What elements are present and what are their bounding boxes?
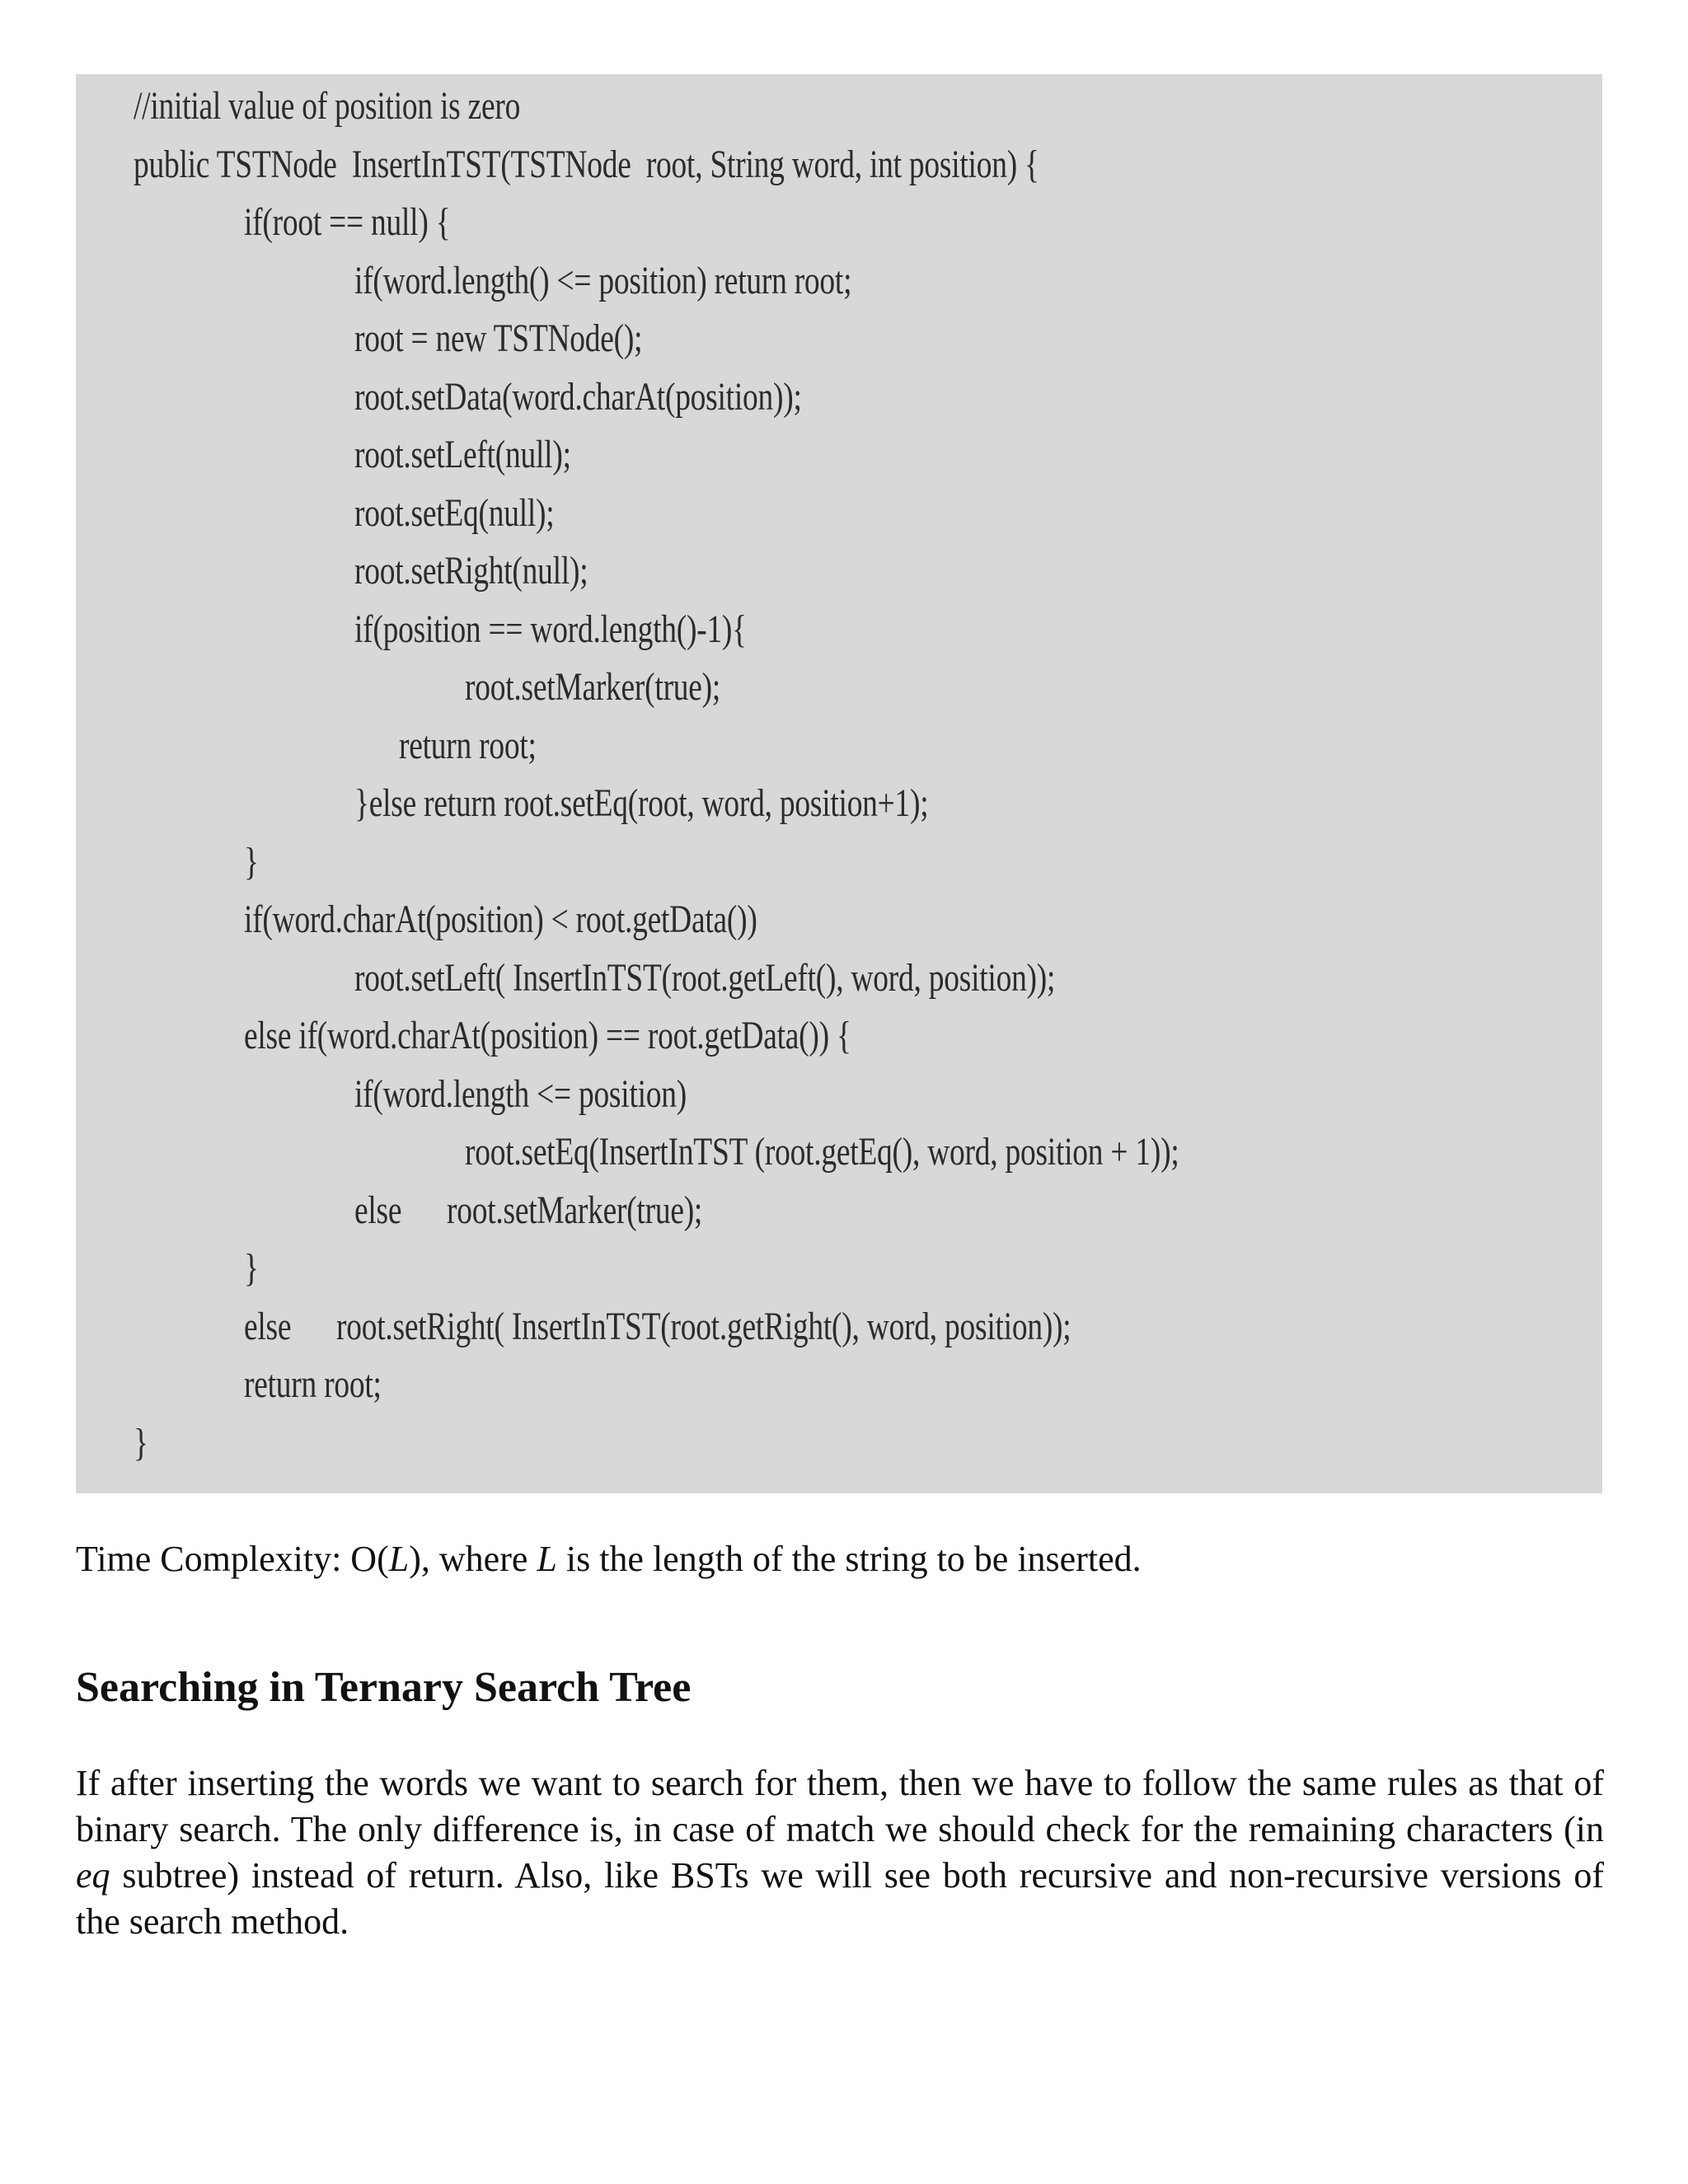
- code-line: else if(word.charAt(position) == root.getData()) {: [244, 1014, 851, 1057]
- code-line: if(word.length() <= position) return root;: [354, 258, 852, 302]
- code-line: if(word.charAt(position) < root.getData()): [244, 898, 757, 941]
- code-line: }: [244, 839, 259, 883]
- time-complexity-text: [76, 1536, 1604, 1582]
- code-line: if(root == null) {: [244, 200, 451, 244]
- complexity-variable: L: [537, 1539, 557, 1579]
- code-line: root.setLeft(null);: [354, 433, 571, 476]
- code-line: root.setData(word.charAt(position));: [354, 374, 802, 419]
- code-listing-figure: [76, 74, 1602, 1493]
- code-line: root.setLeft( InsertInTST(root.getLeft(), word, position));: [354, 955, 1056, 1000]
- code-line: root = new TSTNode();: [354, 316, 643, 360]
- paragraph-text: subtree) instead of return. Also, like BSTs we will see both recursive and non-recursive versions of the search method.: [76, 1855, 1604, 1942]
- code-line: root.setEq(null);: [354, 490, 555, 535]
- code-line: public TSTNode InsertInTST(TSTNode root, String word, int position) {: [134, 142, 1039, 186]
- code-line: root.setMarker(true);: [465, 665, 721, 709]
- code-line: }: [134, 1420, 148, 1465]
- code-line: else root.setRight( InsertInTST(root.getRight(), word, position));: [244, 1304, 1071, 1348]
- complexity-suffix: is the length of the string to be inserted.: [556, 1539, 1142, 1579]
- section-paragraph: [76, 1760, 1604, 1945]
- code-line: if(word.length <= position): [354, 1071, 687, 1116]
- complexity-middle: ), where: [409, 1539, 537, 1579]
- paragraph-text: If after inserting the words we want to search for them, then we have to follow the same rules as that of binary search. The only difference is, in case of match we should check for the remaining characters (in: [76, 1763, 1604, 1849]
- code-line: }: [244, 1246, 259, 1290]
- complexity-prefix: Time Complexity: O(: [76, 1539, 389, 1579]
- code-line: return root;: [398, 723, 537, 767]
- paragraph-italic-term: eq: [76, 1855, 110, 1896]
- code-line: //initial value of position is zero: [134, 84, 521, 128]
- code-line: return root;: [244, 1362, 382, 1406]
- code-line: root.setRight(null);: [354, 549, 588, 593]
- code-line: if(position == word.length()-1){: [354, 607, 747, 651]
- code-line: else root.setMarker(true);: [354, 1188, 703, 1232]
- section-heading: Searching in Ternary Search Tree: [76, 1664, 692, 1711]
- code-line: }else return root.setEq(root, word, position+1);: [354, 781, 929, 825]
- complexity-variable: L: [388, 1539, 410, 1579]
- code-line: root.setEq(InsertInTST (root.getEq(), word, position + 1));: [465, 1130, 1179, 1174]
